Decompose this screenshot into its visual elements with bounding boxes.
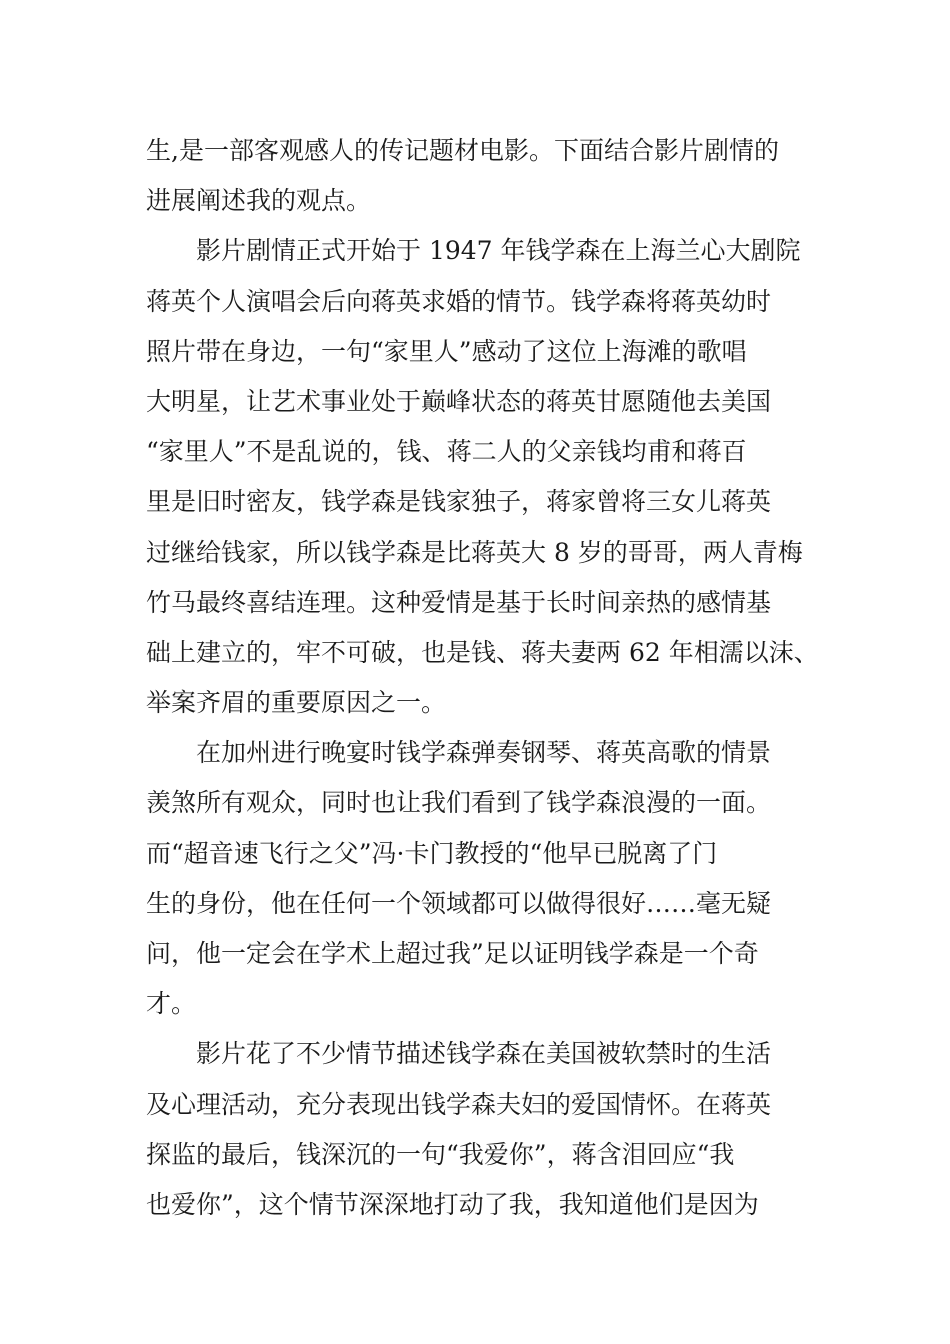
text-line: 大明星，让艺术事业处于巅峰状态的蒋英甘愿随他去美国 [146, 386, 772, 416]
paragraph [146, 226, 826, 728]
paragraph [146, 126, 826, 226]
text-line: 础上建立的，牢不可破，也是钱、蒋夫妻两 62 年相濡以沫、 [146, 637, 819, 667]
text-line: 里是旧时密友，钱学森是钱家独子，蒋家曾将三女儿蒋英 [146, 487, 772, 517]
text-line: 羡煞所有观众，同时也让我们看到了钱学森浪漫的一面。 [146, 788, 772, 818]
text-line: 问，他一定会在学术上超过我”足以证明钱学森是一个奇 [146, 939, 759, 968]
text-line: 竹马最终喜结连理。这种爱情是基于长时间亲热的感情基 [146, 587, 772, 617]
text-line: 也爱你”，这个情节深深地打动了我，我知道他们是因为 [146, 1189, 759, 1219]
text-line: 举案齐眉的重要原因之一。 [146, 688, 447, 718]
text-line: 而“超音速飞行之父”冯·卡门教授的“他早已脱离了门 [146, 838, 718, 868]
text-line: 进展阐述我的观点。 [146, 186, 372, 216]
text-line: 影片花了不少情节描述钱学森在美国被软禁时的生活 [196, 1039, 772, 1069]
text-line: 及心理活动，充分表现出钱学森夫妇的爱国情怀。在蒋英 [146, 1089, 772, 1119]
text-line: 蒋英个人演唱会后向蒋英求婚的情节。钱学森将蒋英幼时 [146, 286, 772, 316]
text-line: 过继给钱家，所以钱学森是比蒋英大 8 岁的哥哥，两人青梅 [146, 537, 803, 567]
paragraph [146, 1029, 826, 1230]
text-line: 探监的最后，钱深沉的一句“我爱你”，蒋含泪回应“我 [146, 1139, 735, 1169]
text-line: “家里人”不是乱说的，钱、蒋二人的父亲钱均甫和蒋百 [146, 437, 747, 467]
text-line: 生的身份，他在任何一个领域都可以做得很好……毫无疑 [146, 888, 772, 918]
text-line: 影片剧情正式开始于 1947 年钱学森在上海兰心大剧院 [196, 236, 801, 266]
article-body [146, 126, 826, 1230]
text-line: 生,是一部客观感人的传记题材电影。下面结合影片剧情的 [146, 136, 779, 165]
paragraph [146, 728, 826, 1029]
text-line: 照片带在身边，一句“家里人”感动了这位上海滩的歌唱 [146, 336, 747, 366]
text-line: 在加州进行晚宴时钱学森弹奏钢琴、蒋英高歌的情景 [196, 738, 772, 768]
text-line: 才。 [146, 989, 197, 1019]
